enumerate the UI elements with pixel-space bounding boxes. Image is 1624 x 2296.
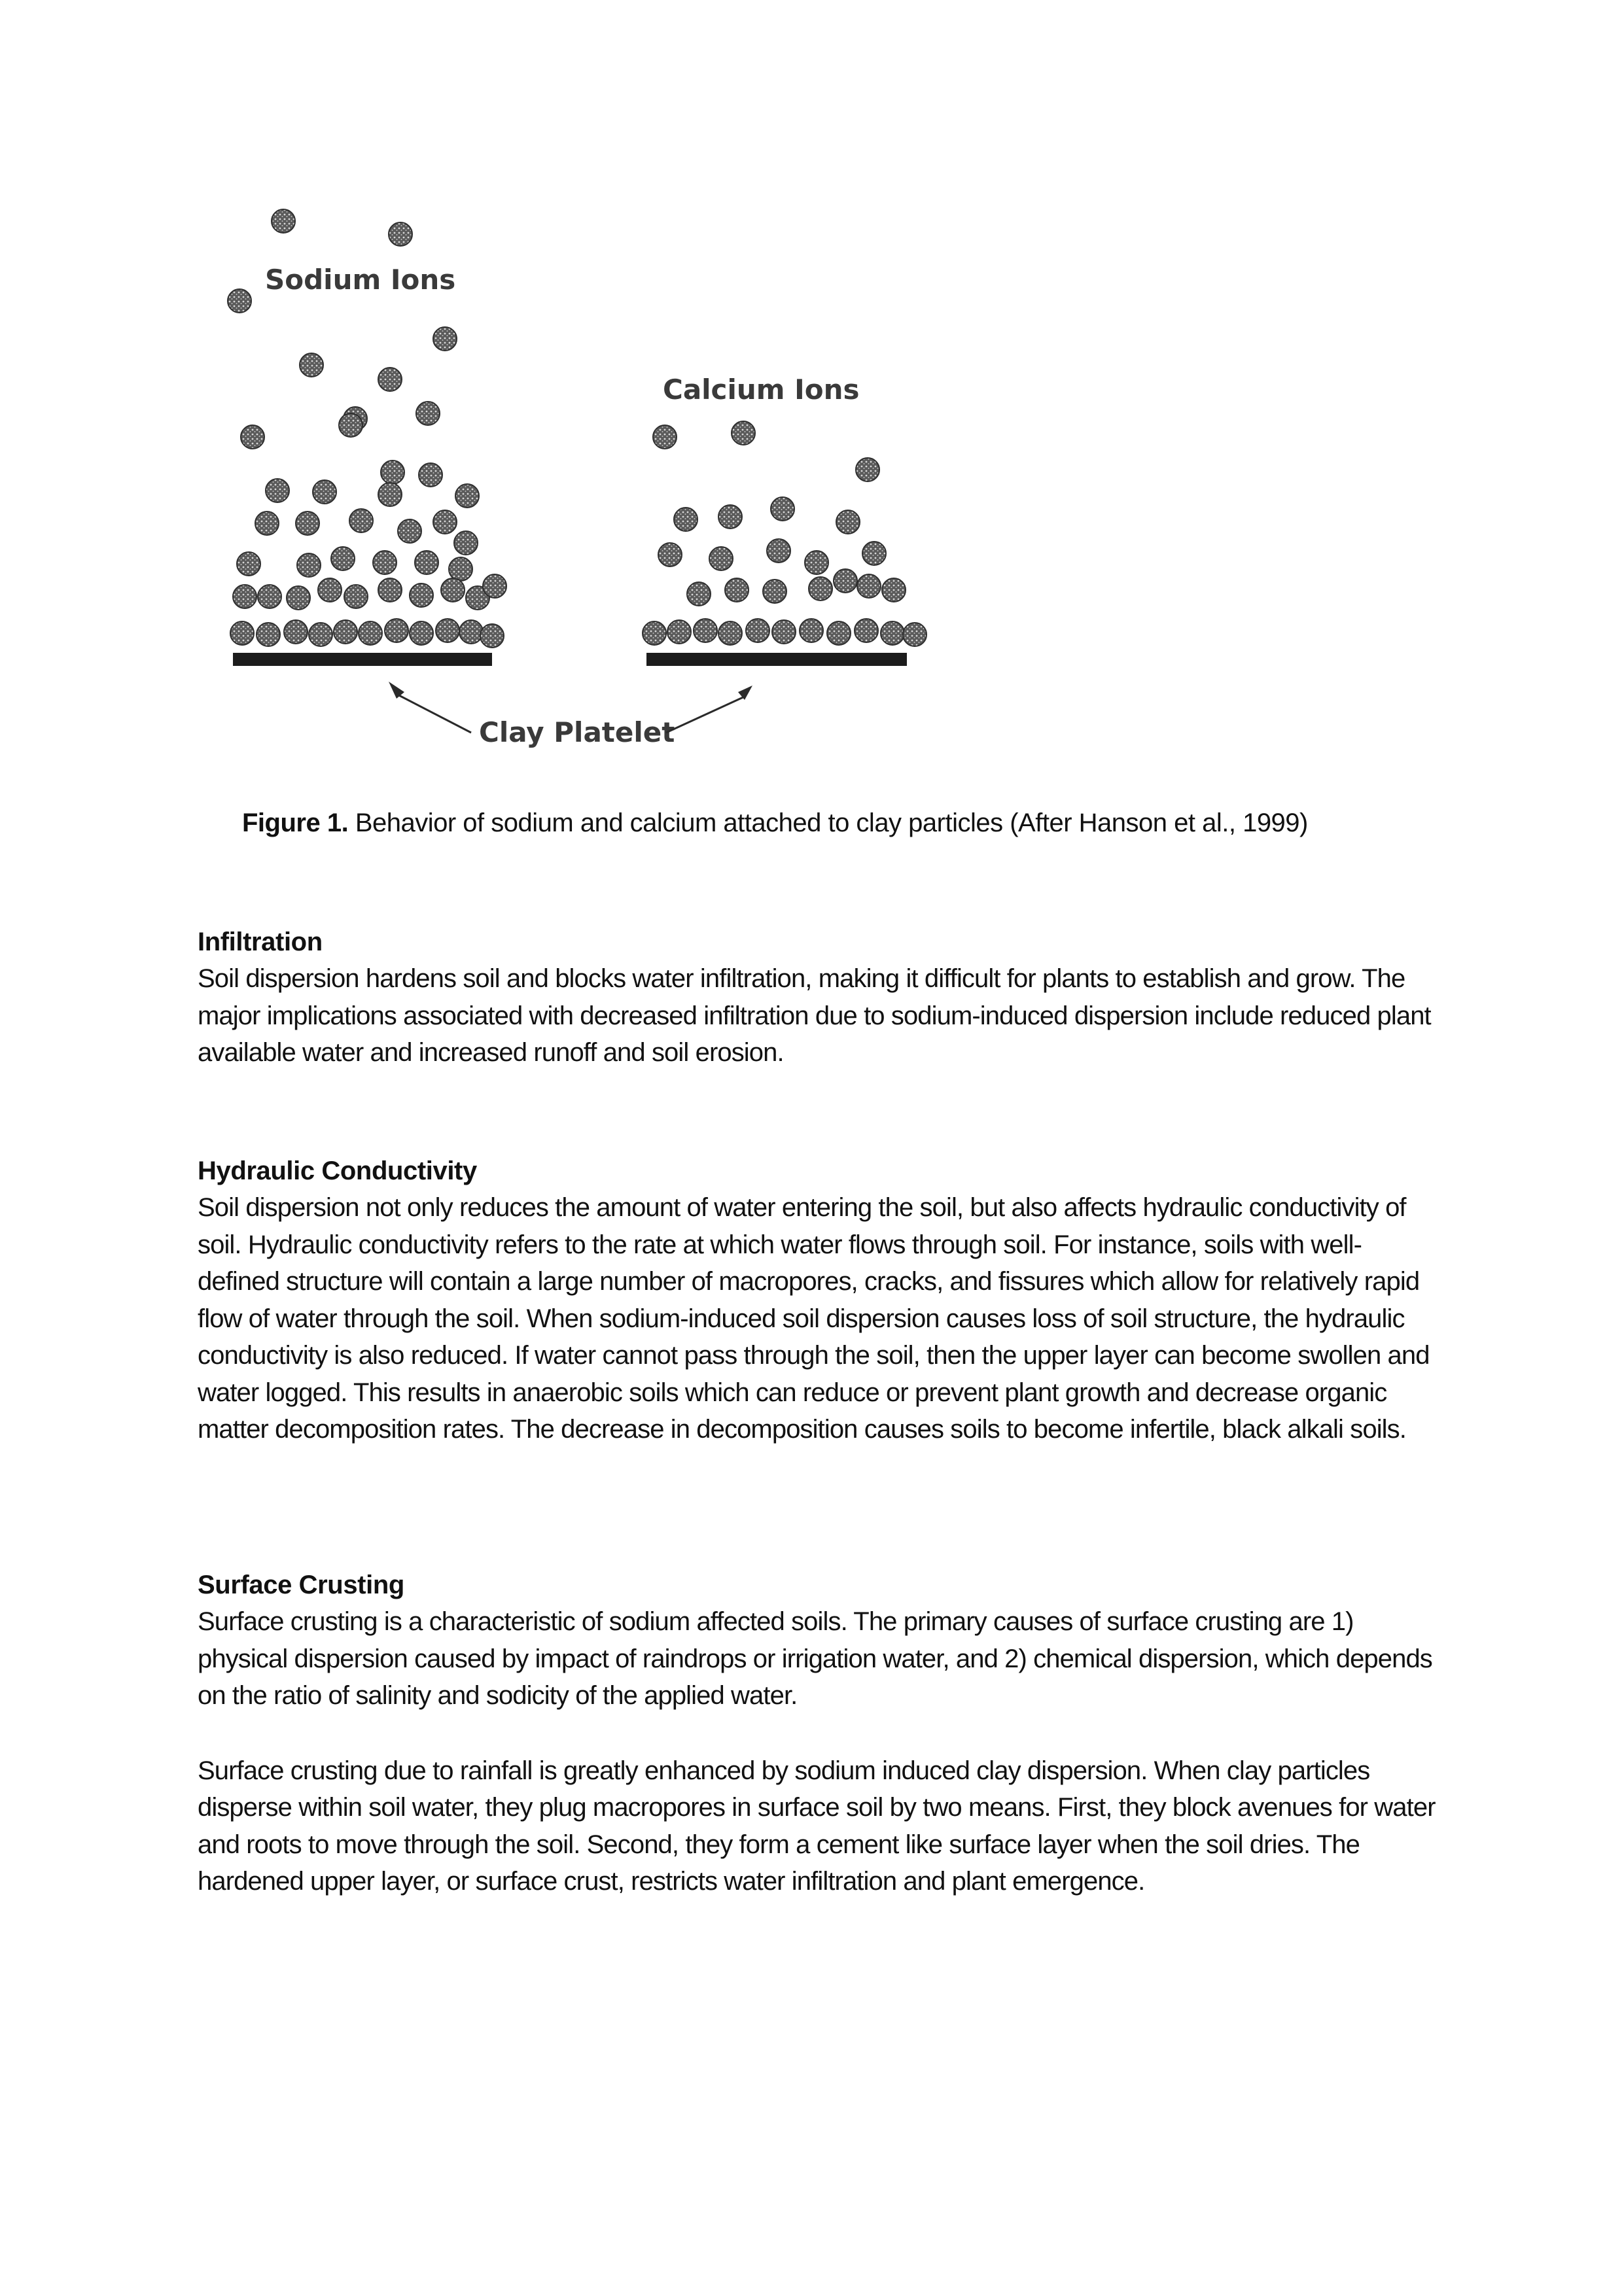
sodium-ion	[373, 551, 397, 574]
sodium-ion	[454, 531, 478, 555]
sodium-ion	[449, 557, 472, 581]
sodium-ion	[237, 552, 260, 576]
sodium-ion	[266, 479, 289, 502]
calcium-ions-label: Calcium Ions	[663, 374, 860, 406]
sodium-ion	[416, 402, 440, 425]
sodium-ion	[389, 222, 412, 246]
calcium-ion	[881, 621, 904, 645]
calcium-ion	[718, 621, 742, 645]
calcium-ion	[718, 505, 742, 529]
section-heading: Infiltration	[198, 928, 323, 956]
section-infiltration	[198, 924, 1441, 1071]
calcium-ion	[763, 580, 786, 603]
calcium-ion	[771, 497, 794, 521]
sodium-ion	[318, 578, 342, 602]
figure-1-illustration	[196, 177, 955, 785]
calcium-ion	[732, 421, 755, 445]
calcium-ion	[862, 542, 886, 565]
sodium-ion	[378, 483, 402, 506]
sodium-ion	[378, 578, 402, 602]
sodium-ion	[381, 461, 404, 484]
section-heading: Hydraulic Conductivity	[198, 1157, 477, 1185]
calcium-ion	[746, 619, 769, 642]
sodium-ion	[398, 519, 421, 543]
calcium-clay-platelet	[646, 653, 907, 666]
sodium-ion	[415, 551, 438, 574]
sodium-ion	[258, 585, 281, 608]
sodium-clay-platelet	[233, 653, 492, 666]
calcium-ion	[903, 623, 927, 646]
figure-caption-text: Behavior of sodium and calcium attached to clay particles (After Hanson et al., 1999)	[348, 809, 1308, 837]
calcium-ion	[800, 619, 823, 642]
calcium-ion	[694, 619, 717, 642]
calcium-ion	[725, 578, 749, 602]
calcium-ion	[836, 510, 860, 534]
section-heading: Surface Crusting	[198, 1571, 404, 1599]
arrow-to-calcium-platelet	[666, 696, 746, 733]
sodium-ion	[297, 553, 321, 577]
sodium-ion	[433, 510, 457, 534]
section-paragraph: Soil dispersion not only reduces the amount of water entering the soil, but also affects hydraulic conductivity of soil. Hydraulic conductivity refers to the rate at which water flows through soil. For instance, soils with well-defined structure will contain a large number of macropores, cracks, and fissures which allow for relatively rapid flow of water through the soil. When sodium-induced soil dispersion causes loss of soil structure, the hydraulic conductivity is also reduced. If water cannot pass through the soil, then the upper layer can become swollen and water logged. This results in anaerobic soils which can reduce or prevent plant growth and decrease organic matter decomposition rates. The decrease in decomposition causes soils to become infertile, black alkali soils.	[198, 1193, 1430, 1444]
sodium-ion	[309, 623, 332, 646]
sodium-ion	[419, 463, 442, 487]
sodium-ion	[459, 620, 483, 644]
section-paragraph: Surface crusting is a characteristic of sodium affected soils. The primary causes of surface crusting are 1) physical dispersion caused by impact of raindrops or irrigation water, and 2) chemical dispersion, which depends on the ratio of salinity and sodicity of the applied water.	[198, 1607, 1432, 1710]
calcium-ion	[809, 577, 832, 600]
calcium-ion	[772, 620, 796, 644]
sodium-ion	[287, 586, 310, 610]
figure-caption-prefix: Figure 1.	[242, 809, 349, 837]
sodium-ion	[385, 619, 408, 642]
sodium-ions-label: Sodium Ions	[265, 264, 456, 296]
calcium-ion	[882, 578, 906, 602]
calcium-ion	[667, 620, 691, 644]
sodium-ion	[455, 484, 479, 508]
section-hydraulic-conductivity	[198, 1153, 1441, 1448]
sodium-ion	[344, 585, 368, 608]
sodium-ion	[480, 624, 504, 648]
sodium-ion	[378, 368, 402, 391]
sodium-ion	[296, 512, 319, 535]
sodium-ion	[313, 480, 336, 504]
sodium-ion	[228, 289, 251, 313]
sodium-ion	[436, 619, 459, 642]
sodium-ion	[241, 425, 264, 449]
sodium-ion	[339, 413, 362, 437]
sodium-ion	[256, 623, 280, 646]
sodium-ion	[433, 327, 457, 351]
sodium-ion	[334, 620, 357, 644]
section-surface-crusting	[198, 1567, 1441, 1900]
clay-ion-diagram	[196, 177, 955, 785]
calcium-ion	[856, 458, 879, 481]
sodium-ion	[255, 512, 279, 535]
section-paragraph: Soil dispersion hardens soil and blocks water infiltration, making it difficult for plants to establish and grow. The major implications associated with decreased infiltration due to sodium-induced dispersion include reduced plant available water and increased runoff and soil erosion.	[198, 964, 1431, 1067]
sodium-ion	[300, 353, 323, 377]
calcium-ion	[643, 621, 666, 645]
calcium-ion	[674, 508, 697, 531]
calcium-ion	[827, 621, 851, 645]
sodium-ion	[349, 509, 373, 532]
calcium-ion	[857, 574, 881, 598]
calcium-ion	[653, 425, 677, 449]
sodium-ion	[284, 620, 308, 644]
sodium-ion	[410, 621, 433, 645]
calcium-ion	[687, 582, 711, 606]
sodium-ion	[483, 574, 506, 598]
figure-caption	[242, 806, 1485, 840]
sodium-ion	[331, 547, 355, 570]
sodium-ion	[359, 621, 382, 645]
calcium-ion	[834, 569, 857, 593]
section-paragraph: Surface crusting due to rainfall is greatly enhanced by sodium induced clay dispersion. When clay particles disperse within soil water, they plug macropores in surface soil by two means. First, they block avenues for water and roots to move through the soil. Second, they form a cement like surface layer when the soil dries. The hardened upper layer, or surface crust, restricts water infiltration and plant emergence.	[198, 1756, 1436, 1896]
calcium-ion	[855, 619, 878, 642]
sodium-ion	[410, 583, 433, 607]
arrow-to-sodium-platelet	[395, 693, 471, 733]
calcium-ion	[709, 547, 733, 570]
sodium-ion	[441, 578, 465, 602]
sodium-ion	[230, 621, 254, 645]
calcium-ion	[805, 551, 828, 574]
clay-platelet-label: Clay Platelet	[479, 716, 675, 748]
calcium-ion	[767, 539, 790, 563]
calcium-ion	[658, 543, 682, 566]
sodium-ion	[272, 209, 295, 233]
sodium-ion	[233, 585, 256, 608]
